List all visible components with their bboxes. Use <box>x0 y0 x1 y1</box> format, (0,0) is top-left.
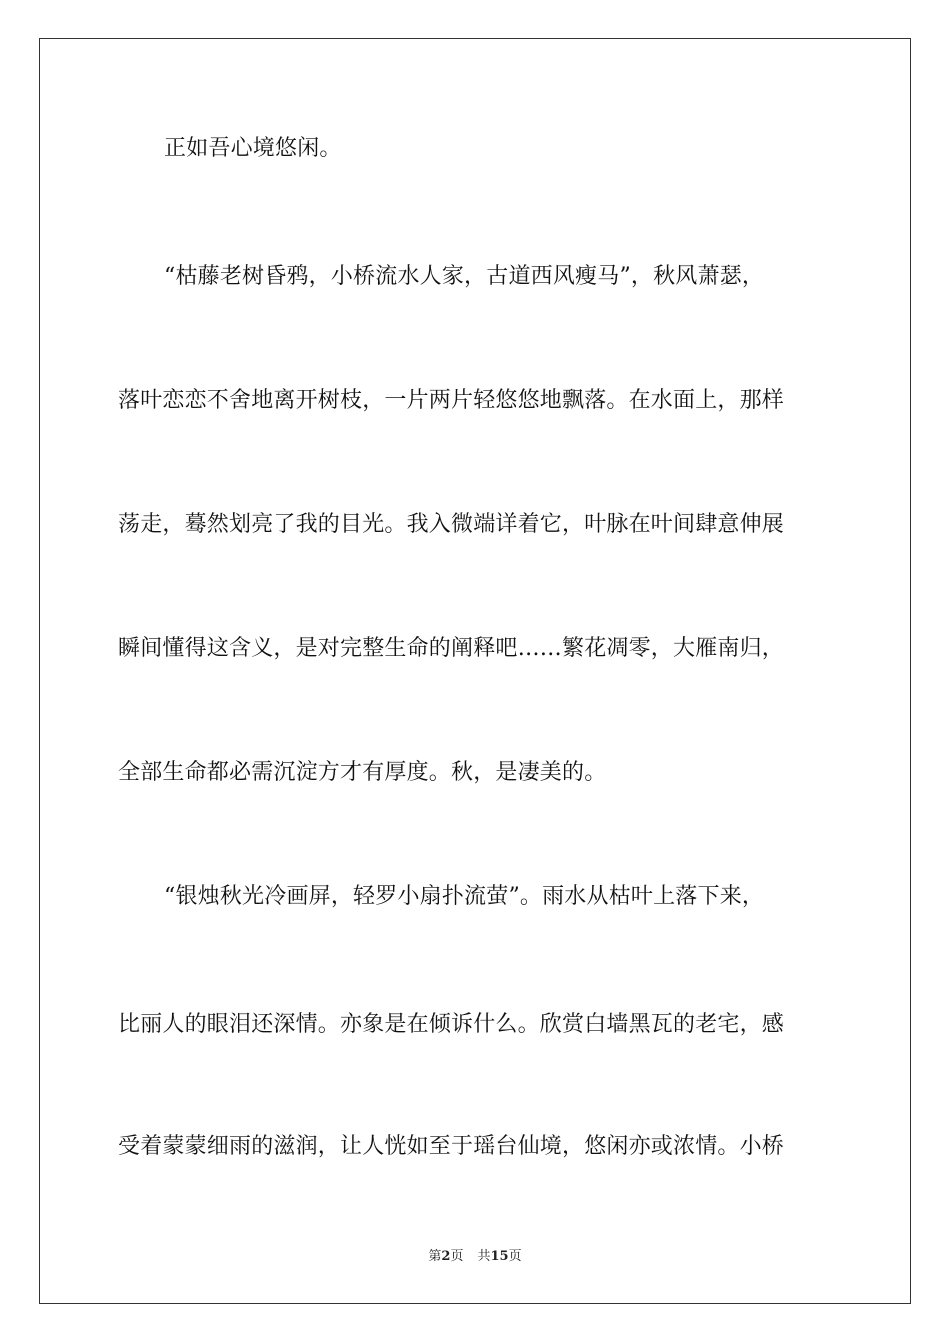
page-number: 2 <box>441 1249 451 1264</box>
text-line-7: “银烛秋光冷画屏，轻罗小扇扑流萤”。雨水从枯叶上落下来， <box>164 884 765 909</box>
text-line-8: 比丽人的眼泪还深情。亦象是在倾诉什么。欣赏白墙黑瓦的老宅，感 <box>118 1012 785 1037</box>
text-line-4: 荡走，蓦然划亮了我的目光。我入微端详着它，叶脉在叶间肆意伸展 <box>118 512 785 537</box>
text-line-3: 落叶恋恋不舍地离开树枝，一片两片轻悠悠地飘落。在水面上，那样 <box>118 388 785 413</box>
total-pages: 15 <box>490 1249 509 1264</box>
page-border <box>39 38 911 1304</box>
text-line-5: 瞬间懂得这含义，是对完整生命的阐释吧……繁花凋零，大雁南归， <box>118 636 785 661</box>
text-line-1: 正如吾心境悠闲。 <box>164 136 342 161</box>
text-line-6: 全部生命都必需沉淀方才有厚度。秋，是凄美的。 <box>118 760 607 785</box>
text-line-2: “枯藤老树昏鸦，小桥流水人家，古道西风瘦马”，秋风萧瑟， <box>164 264 765 289</box>
total-prefix: 共 <box>477 1249 491 1264</box>
page-footer <box>0 1248 950 1266</box>
total-suffix: 页 <box>508 1249 522 1264</box>
page-prefix: 第 <box>428 1249 442 1264</box>
text-line-9: 受着蒙蒙细雨的滋润，让人恍如至于瑶台仙境，悠闲亦或浓情。小桥 <box>118 1134 785 1159</box>
page-suffix: 页 <box>450 1249 464 1264</box>
